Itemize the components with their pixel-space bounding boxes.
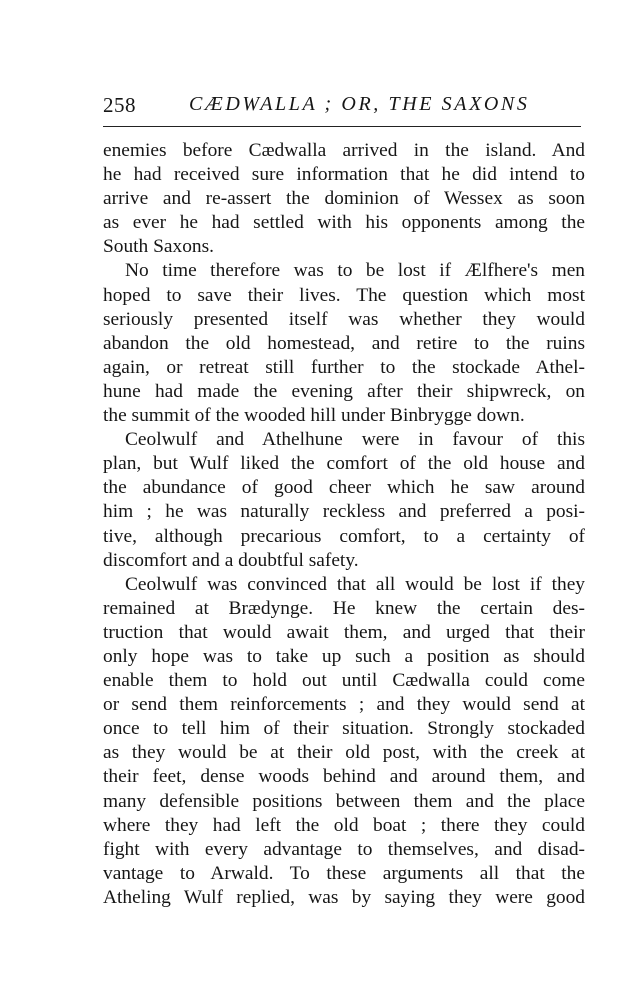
body-text <box>103 139 585 910</box>
text-line: or send them reinforcements ; and they would send at <box>103 694 585 716</box>
text-line: the summit of the wooded hill under Binbrygge down. <box>103 405 525 427</box>
text-line: tive, although precarious comfort, to a certainty of <box>103 525 585 547</box>
text-line: enemies before Cædwalla arrived in the island. And <box>103 140 585 161</box>
text-line: hoped to save their lives. The question which most <box>103 284 585 306</box>
text-line: Ceolwulf was convinced that all would be lost if they <box>125 573 585 595</box>
text-line: many defensible positions between them and the place <box>103 790 585 812</box>
text-line: South Saxons. <box>103 236 214 258</box>
text-line: abandon the old homestead, and retire to the ruins <box>103 332 585 354</box>
text-line: fight with every advantage to themselves, and disad- <box>103 838 585 860</box>
text-line: seriously presented itself was whether they would <box>103 308 585 330</box>
text-line: again, or retreat still further to the stockade Athel- <box>103 356 585 378</box>
page-header <box>103 93 581 123</box>
page-number: 258 <box>103 93 136 117</box>
text-line: he had received sure information that he did intend to <box>103 164 585 186</box>
text-line: hune had made the evening after their shipwreck, on <box>103 380 585 402</box>
running-head: CÆDWALLA ; OR, THE SAXONS <box>189 93 530 115</box>
text-line: where they had left the old boat ; there they could <box>103 814 585 836</box>
text-line: vantage to Arwald. To these arguments all that the <box>103 862 585 884</box>
text-line: Atheling Wulf replied, was by saying they were good <box>103 886 585 908</box>
text-line: plan, but Wulf liked the comfort of the old house and <box>103 453 585 475</box>
header-rule <box>103 126 581 127</box>
text-line: him ; he was naturally reckless and preferred a posi- <box>103 501 585 523</box>
text-line: truction that would await them, and urged that their <box>103 621 585 643</box>
text-line: remained at Brædynge. He knew the certain des- <box>103 597 585 619</box>
text-line: Ceolwulf and Athelhune were in favour of this <box>125 429 585 451</box>
text-line: No time therefore was to be lost if Ælfhere's men <box>125 260 585 282</box>
text-line: once to tell him of their situation. Strongly stockaded <box>103 718 585 740</box>
text-line: discomfort and a doubtful safety. <box>103 549 359 571</box>
text-line: as ever he had settled with his opponents among the <box>103 212 585 234</box>
text-line: arrive and re-assert the dominion of Wessex as soon <box>103 188 585 210</box>
text-line: the abundance of good cheer which he saw around <box>103 477 585 499</box>
text-line: their feet, dense woods behind and around them, and <box>103 766 585 788</box>
text-line: only hope was to take up such a position as should <box>103 645 585 667</box>
text-line: enable them to hold out until Cædwalla could come <box>103 670 585 692</box>
text-line: as they would be at their old post, with the creek at <box>103 742 585 764</box>
